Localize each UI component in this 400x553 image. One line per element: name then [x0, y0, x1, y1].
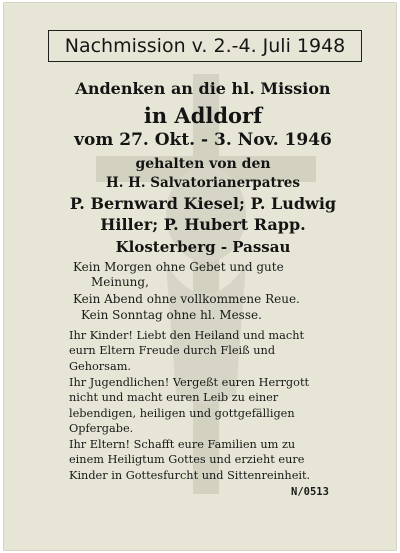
mission-date-stamp	[48, 30, 362, 62]
monastery-location: Klosterberg - Passau	[115, 238, 291, 256]
stamp-text: Nachmission v. 2.-4. Juli 1948	[64, 35, 346, 57]
print-code: N/0513	[291, 486, 329, 498]
parish-name: in Adldorf	[143, 103, 263, 128]
mission-dates: vom 27. Okt. - 3. Nov. 1946	[74, 130, 332, 150]
exhortation-children: Ihr Kinder! Liebt den Heiland und macht eurn Eltern Freude durch Fleiß und Gehorsam.	[69, 329, 305, 373]
exhortation-parents: Ihr Eltern! Schafft eure Familien um zu einem Heiligtum Gottes und erzieht eure Kinder in Gottesfurcht und Sittenreinheit.	[69, 438, 311, 482]
priest-names-line-2: Hiller; P. Hubert Rapp.	[100, 215, 306, 234]
order-name: H. H. Salvatorianerpatres	[106, 175, 300, 191]
maxim-line: Kein Sonntag ohne hl. Messe.	[81, 308, 262, 322]
priest-names-line-1: P. Bernward Kiesel; P. Ludwig	[69, 194, 337, 213]
exhortation-youth: Ihr Jugendlichen! Vergeßt euren Herrgott nicht und macht euren Leib zu einer lebendigen, heiligen und gottgefälligen Opfergabe.	[69, 376, 310, 436]
held-by-label: gehalten von den	[135, 156, 271, 172]
maxim-line: Kein Morgen ohne Gebet und gute	[73, 260, 284, 274]
maxim-line: Kein Abend ohne vollkommene Reue.	[73, 292, 300, 306]
maxim-line: Meinung,	[91, 275, 149, 289]
card-title: Andenken an die hl. Mission	[75, 79, 331, 98]
memorial-card	[3, 2, 397, 551]
